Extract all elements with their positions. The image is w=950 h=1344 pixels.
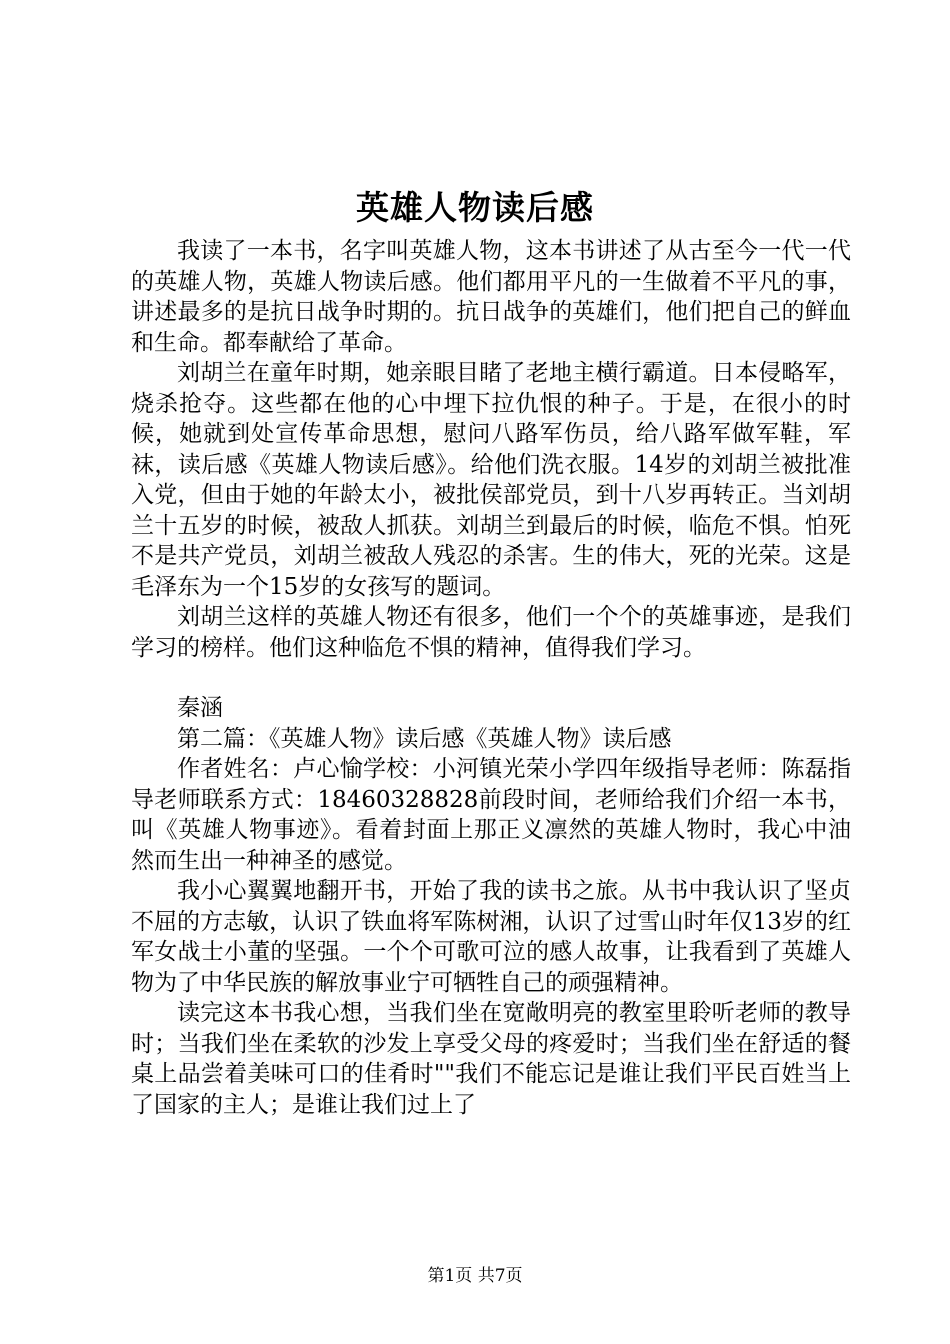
document-title: 英雄人物读后感 <box>356 188 594 227</box>
paragraph-6: 读完这本书我心想，当我们坐在宽敞明亮的教室里聆听老师的教导时；当我们坐在柔软的沙发上享受父母的疼爱时；当我们坐在舒适的餐桌上品尝着美味可口的佳肴时""我们不能忘记是谁让我们平民百姓当上了国家的主人；是谁让我们过上了 <box>131 1000 851 1118</box>
paragraph-spacer <box>131 663 851 693</box>
page-footer: 第1页 共7页 <box>427 1266 523 1286</box>
paragraph-1: 我读了一本书，名字叫英雄人物，这本书讲述了从古至今一代一代的英雄人物，英雄人物读后感。他们都用平凡的一生做着不平凡的事，讲述最多的是抗日战争时期的。抗日战争的英雄们，他们把自己的鲜血和生命。都奉献给了革命。 <box>131 238 851 356</box>
author-name: 秦涵 <box>177 695 223 721</box>
document-body <box>131 236 851 1120</box>
paragraph-3: 刘胡兰这样的英雄人物还有很多，他们一个个的英雄事迹，是我们学习的榜样。他们这种临危不惧的精神，值得我们学习。 <box>131 604 851 661</box>
paragraph-4: 作者姓名：卢心愉学校：小河镇光荣小学四年级指导老师：陈磊指导老师联系方式：18460328828前段时间，老师给我们介绍一本书，叫《英雄人物事迹》。看着封面上那正义凛然的英雄人物时，我心中油然而生出一种神圣的感觉。 <box>131 756 851 874</box>
paragraph-2: 刘胡兰在童年时期，她亲眼目睹了老地主横行霸道。日本侵略军，烧杀抢夺。这些都在他的心中埋下拉仇恨的种子。于是，在很小的时候，她就到处宣传革命思想，慰问八路军伤员，给八路军做军鞋，军袜，读后感《英雄人物读后感》。给他们洗衣服。14岁的刘胡兰被批准入党，但由于她的年龄太小，被批侯部党员，到十八岁再转正。当刘胡兰十五岁的时候，被敌人抓获。刘胡兰到最后的时候，临危不惧。怕死不是共产党员，刘胡兰被敌人残忍的杀害。生的伟大，死的光荣。这是毛泽东为一个15岁的女孩写的题词。 <box>131 360 851 600</box>
section-heading: 第二篇：《英雄人物》读后感《英雄人物》读后感 <box>177 725 672 752</box>
paragraph-5: 我小心翼翼地翻开书，开始了我的读书之旅。从书中我认识了坚贞不屈的方志敏，认识了铁血将军陈树湘，认识了过雪山时年仅13岁的红军女战士小董的坚强。一个个可歌可泣的感人故事，让我看到了英雄人物为了中华民族的解放事业宁可牺牲自己的顽强精神。 <box>131 878 851 996</box>
